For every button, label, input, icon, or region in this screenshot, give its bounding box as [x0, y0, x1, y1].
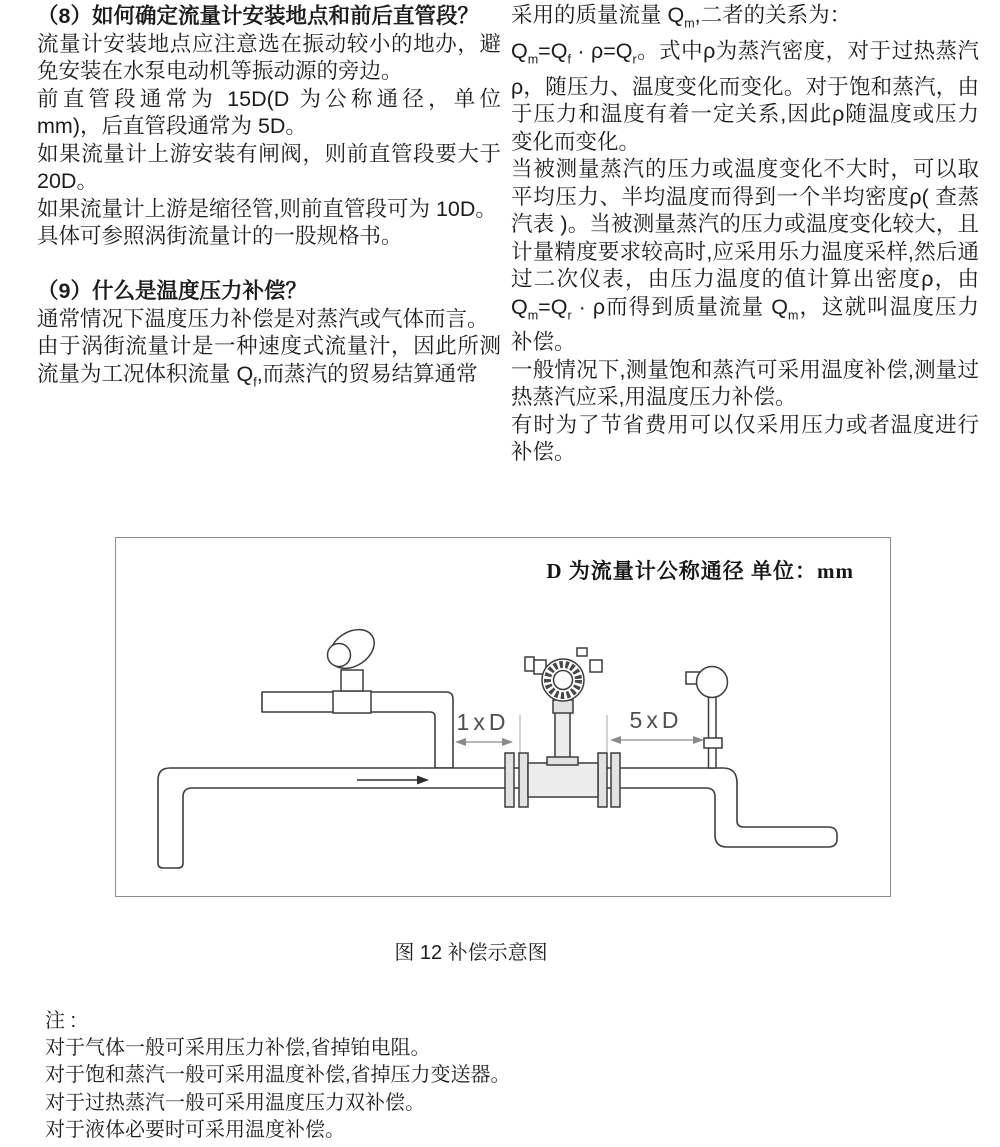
- subscript: m: [527, 52, 539, 67]
- question-8-heading: （8）如何确定流量计安装地点和前后直管段？: [37, 4, 479, 28]
- left-column: [37, 3, 501, 396]
- piping-drawing: [116, 538, 890, 896]
- thermometer: [686, 667, 728, 769]
- dimension-label-5xd: 5xD: [629, 707, 683, 733]
- paragraph: 采用的质量流量 $Q_m$,二者的关系为：: [511, 3, 852, 31]
- flange-plate: [519, 753, 528, 807]
- pipe-main-right: [590, 768, 837, 847]
- paragraph: 流量计安装地点应注意选在振动较小的地办，避免安装在水泵电动机等振动源的旁边。: [37, 31, 501, 83]
- head-window: [554, 671, 573, 690]
- flange-plate: [611, 753, 620, 807]
- subscript: m: [787, 307, 799, 322]
- paragraph: 有时为了节省费用可以仅采用压力或者温度进行补偿。: [511, 412, 979, 465]
- flange-plate: [505, 753, 514, 807]
- gauge-neck: [341, 670, 363, 691]
- sensor-head: [697, 667, 728, 698]
- figure-12-diagram: [115, 537, 891, 897]
- side-port: [590, 660, 602, 672]
- question-9-heading: （9）什么是温度压力补偿？: [37, 279, 307, 303]
- subscript: r: [632, 52, 637, 67]
- notes-section: [45, 1008, 511, 1144]
- meter-body: [528, 763, 598, 797]
- note-item: 对于饱和蒸汽一般可采用温度补偿,省掉压力变送器。: [45, 1064, 511, 1087]
- note-item: 对于液体必要时可采用温度补偿。: [45, 1118, 345, 1141]
- head-neck: [553, 700, 573, 713]
- diagram-note: D 为流量计公称通径 单位：mm: [546, 559, 854, 583]
- paragraph: 前直管段通常为 15D(D 为公称通径，单位 mm)，后直管段通常为 5D。: [37, 86, 501, 138]
- note-item: 对于气体一般可采用压力补偿,省掉铂电阻。: [45, 1037, 431, 1060]
- paragraph-formula: 当被测量蒸汽的压力或温度变化不大时，可以取平均压力、半均温度而得到一个半均密度ρ( 查蒸汽表 )。当被测量蒸汽的压力或温度变化较大，且计量精度要求较高时,应采用乐力温度采样,然后通过二次仪表，由压力温度的值计算出密度ρ，由$Q_m=Q_r \cdot \rho$而得到质量流量 $Q_m$，这就叫温度压力补偿。: [511, 157, 979, 355]
- figure-caption: 图 12 补偿示意图: [394, 942, 548, 964]
- paragraph: 具体可参照涡街流量计的一股规格书。: [37, 224, 403, 248]
- gauge-face: [328, 644, 351, 667]
- cable-entry: [525, 657, 534, 671]
- notes-label: 注 :: [45, 1010, 77, 1032]
- top-tab: [577, 648, 587, 656]
- stem-base: [547, 757, 578, 765]
- pipe-main-left: [158, 768, 536, 868]
- subscript: m: [684, 16, 695, 31]
- flange-plate: [598, 753, 607, 807]
- subscript: m: [527, 307, 539, 322]
- dimension-1xd: [455, 709, 513, 746]
- note-item: 对于过热蒸汽一般可采用温度压力双补偿。: [45, 1091, 425, 1114]
- flow-meter: [505, 712, 620, 807]
- probe-collar: [704, 738, 722, 748]
- tee-fitting: [333, 691, 371, 713]
- transmitter-head: [525, 648, 602, 713]
- paragraph: 通常情况下温度压力补偿是对蒸汽或气体而言。: [37, 306, 489, 331]
- subscript: f: [253, 374, 257, 389]
- paragraph: 由于涡街流量计是一种速度式流量汁，因此所测流量为工况体积流量 $Q_f$,而蒸汽的贸易结算通常: [37, 334, 501, 389]
- paragraph: 如果流量计上游是缩径管,则前直管段可为 10D。: [37, 196, 497, 221]
- paragraph: 一般情况下,测量饱和蒸汽可采用温度补偿,测量过热蒸汽应采,用温度压力补偿。: [511, 357, 979, 410]
- paragraph: 如果流量计上游安装有闸阀，则前直管段要大于20D。: [37, 141, 501, 193]
- probe-stem: [709, 696, 717, 768]
- subscript: r: [567, 307, 572, 322]
- dimension-label-1xd: 1xD: [456, 709, 510, 735]
- meter-stem: [555, 712, 570, 759]
- paragraph-formula: $Q_m=Q_f \cdot \rho=Q_r$。式中ρ为蒸汽密度，对于过热蒸汽ρ，随压力、温度变化而变化。对于饱和蒸汽，由于压力和温度有着一定关系,因此ρ随温度或压力变化而变化。: [511, 38, 980, 154]
- subscript: f: [567, 52, 571, 67]
- dimension-5xd: [610, 707, 704, 744]
- right-column: [511, 2, 979, 467]
